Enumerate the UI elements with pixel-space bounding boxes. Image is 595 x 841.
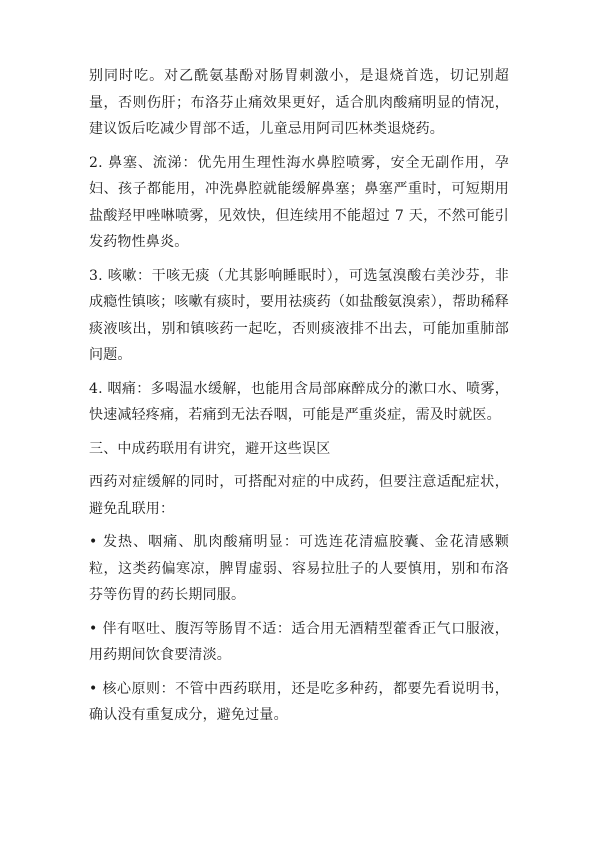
bullet-item-fever-pain: • 发热、咽痛、肌肉酸痛明显：可选连花清瘟胶囊、金花清感颗粒，这类药偏寒凉，脾胃虚弱、容易拉肚子的人要慎用，别和布洛芬等伤胃的药长期同服。: [89, 534, 509, 603]
section-heading: 三、中成药联用有讲究，避开这些误区: [89, 440, 331, 457]
paragraph-cough: 3. 咳嗽：干咳无痰（尤其影响睡眠时），可选氢溴酸右美沙芬，非成瘾性镇咳；咳嗽有痰时，要用祛痰药（如盐酸氨溴索），帮助稀释痰液咳出，别和镇咳药一起吃，否则痰液排不出去，可能加重肺部问题。: [89, 267, 509, 363]
bullet-item-core-principle: • 核心原则：不管中西药联用，还是吃多种药，都要先看说明书，确认没有重复成分，避免过量。: [89, 680, 509, 723]
paragraph-nasal-congestion: 2. 鼻塞、流涕：优先用生理性海水鼻腔喷雾，安全无副作用，孕妇、孩子都能用，冲洗鼻腔就能缓解鼻塞；鼻塞严重时，可短期用盐酸羟甲唑啉喷雾，见效快，但连续用不能超过 7 天，不然可能引发药物性鼻炎。: [89, 154, 509, 250]
paragraph-fever-medicine: 别同时吃。对乙酰氨基酚对肠胃刺激小，是退烧首选，切记别超量，否则伤肝；布洛芬止痛效果更好，适合肌肉酸痛明显的情况，建议饭后吃减少胃部不适，儿童忌用阿司匹林类退烧药。: [89, 68, 509, 137]
bullet-item-stomach: • 伴有呕吐、腹泻等肠胃不适：适合用无酒精型藿香正气口服液，用药期间饮食要清淡。: [89, 620, 509, 663]
document-page: [89, 63, 509, 736]
section-intro: 西药对症缓解的同时，可搭配对症的中成药，但要注意适配症状，避免乱联用：: [89, 474, 509, 517]
paragraph-sore-throat: 4. 咽痛：多喝温水缓解，也能用含局部麻醉成分的漱口水、喷雾，快速减轻疼痛，若痛到无法吞咽，可能是严重炎症，需及时就医。: [89, 380, 509, 423]
